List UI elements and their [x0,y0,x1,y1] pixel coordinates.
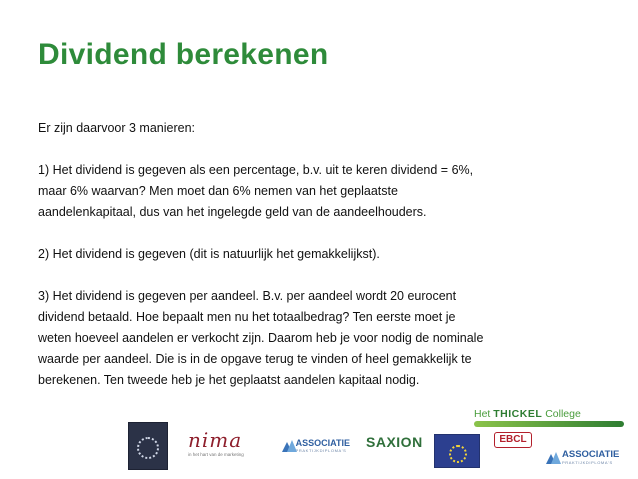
method-3-line-4: waarde per aandeel. Die is in de opgave terug te vinden of heel gemakkelijk te [38,352,472,366]
ebcl-logo [494,432,532,470]
method-2-line-1: 2) Het dividend is gegeven (dit is natuurlijk het gemakkelijkst). [38,247,380,261]
intro-line: Er zijn daarvoor 3 manieren: [38,121,196,135]
associatie-1-sub: PRAKTIJKDIPLOMA'S [295,448,347,453]
college-swoosh [474,421,624,427]
nima-logo [188,430,258,466]
thickel-college-logo [474,408,624,427]
method-3-line-1: 3) Het dividend is gegeven per aandeel. B.v. per aandeel wordt 20 eurocent [38,289,457,303]
nima-tagline: in het hart van de marketing [188,452,244,457]
crest-icon [137,437,159,459]
slide-body [38,118,608,391]
associatie-2-name: ASSOCIATIE [562,449,620,460]
college-suffix: College [545,408,581,420]
nima-wordmark: nima [188,428,243,452]
eu-stars-icon [449,445,467,463]
method-3-line-5: berekenen. Ten tweede heb je het geplaatst aandelen kapitaal nodig. [38,373,420,387]
college-name: THICKEL [493,408,543,420]
paragraph-gap [38,223,608,244]
associatie-mark-icon [546,452,560,464]
associatie-1-name: ASSOCIATIE [295,438,350,448]
saxion-logo [364,434,422,464]
associatie-mark-icon [282,440,294,452]
college-prefix: Het [474,408,491,420]
method-3-line-3: weten hoeveel aandelen er verkocht zijn. Daarom heb je voor nodig de nominale [38,331,484,345]
eu-logo [434,434,480,468]
slide-title: Dividend berekenen [38,38,329,71]
ebcl-badge: EBCL [494,432,532,448]
associatie-2-sub: PRAKTIJKDIPLOMA'S [562,460,613,465]
dark-institute-logo [128,422,168,470]
method-3-line-2: dividend betaald. Hoe bepaalt men nu het totaalbedrag? Ten eerste moet je [38,310,456,324]
paragraph-gap [38,265,608,286]
saxion-wordmark: SAXION [366,434,423,450]
method-1-line-3: aandelenkapitaal, dus van het ingelegde geld van de aandeelhouders. [38,205,427,219]
method-1-line-2: maar 6% waarvan? Men moet dan 6% nemen van het geplaatste [38,184,398,198]
paragraph-gap [38,139,608,160]
method-1-line-1: 1) Het dividend is gegeven als een percentage, b.v. uit te keren dividend = 6%, [38,163,474,177]
associatie-logo-2 [546,450,626,474]
associatie-logo-1 [282,438,350,462]
